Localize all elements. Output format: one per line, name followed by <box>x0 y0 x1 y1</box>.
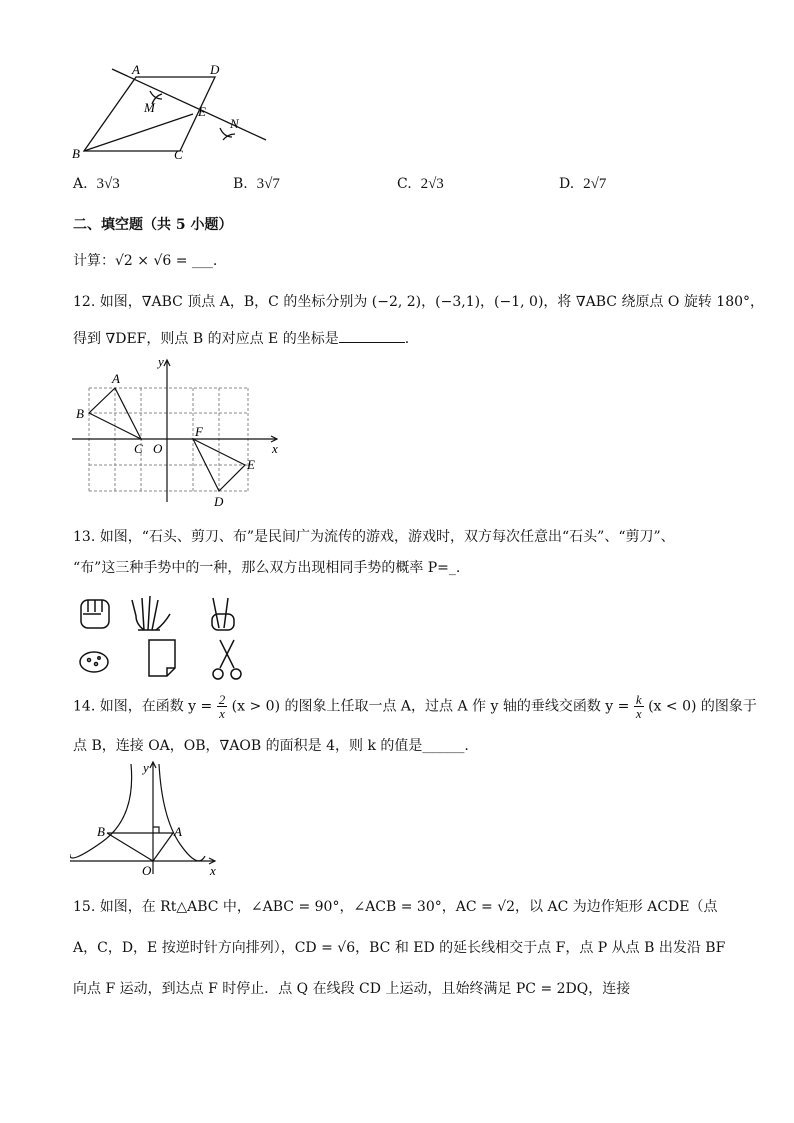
fraction-k-over-x: $\frac{k}{x}$ <box>635 692 642 721</box>
right-angle-mark <box>153 827 159 833</box>
rock-icon <box>80 652 108 672</box>
parallelogram-figure <box>60 58 280 168</box>
label-c: C <box>174 147 183 162</box>
label-n: N <box>230 116 239 131</box>
label-e: E <box>198 104 206 119</box>
point-c-label: C <box>134 441 143 456</box>
line-mn <box>112 69 266 140</box>
fist-icon <box>81 600 109 628</box>
question-13-line2: “布”这三种手势中的一种，那么双方出现相同手势的概率 P=_. <box>73 560 461 576</box>
right-hyperbola-curve <box>159 764 205 861</box>
question-12-line1: 12. 如图，∇ABC 顶点 A，B，C 的坐标分别为 (−2, 2)，(−3,1)，(−1, 0)，将 ∇ABC 绕原点 O 旋转 180°， <box>73 294 765 310</box>
section-heading: 二、填空题（共 5 小题） <box>73 217 233 233</box>
answer-blank[interactable] <box>339 342 405 343</box>
point-a-label: A <box>112 371 120 386</box>
fraction-2-over-x: $\frac{2}{x}$ <box>218 692 226 721</box>
option-c[interactable]: C. 2√3 <box>397 176 444 192</box>
question-14-line2: 点 B，连接 OA，OB，∇AOB 的面积是 4，则 k 的值是______. <box>73 738 469 754</box>
gestures-figure <box>74 590 254 685</box>
origin-label: O <box>142 863 152 878</box>
grid-figure <box>72 352 292 512</box>
axis-label-y: y <box>158 354 164 369</box>
paper-icon <box>149 640 175 676</box>
point-a-label: A <box>174 824 182 839</box>
segment-be <box>84 114 193 151</box>
origin-label: O <box>153 441 163 456</box>
left-hyperbola-curve <box>70 764 132 858</box>
question-11: 计算：√2 × √6 = ___. <box>73 253 218 269</box>
option-b[interactable]: B. 3√7 <box>233 176 280 192</box>
hyperbola-figure <box>70 758 220 878</box>
segment-oa <box>153 833 173 861</box>
question-15-line1: 15. 如图，在 Rt△ABC 中，∠ABC = 90°，∠ACB = 30°，AC = √2，以 AC 为边作矩形 ACDE（点 <box>73 899 718 915</box>
palm-icon <box>132 596 170 630</box>
label-d: D <box>210 62 220 77</box>
point-e-label: E <box>247 457 255 472</box>
point-d-label: D <box>214 494 224 509</box>
question-13-line1: 13. 如图，“石头、剪刀、布”是民间广为流传的游戏，游戏时，双方每次任意出“石头”、“剪刀”、 <box>73 529 675 545</box>
question-12-line2: 得到 ∇DEF，则点 B 的对应点 E 的坐标是 . <box>73 331 410 347</box>
scissors-hand-icon <box>212 598 234 630</box>
label-a: A <box>132 62 140 77</box>
option-a[interactable]: A. 3√3 <box>73 176 120 192</box>
question-15-line3: 向点 F 运动，到达点 F 时停止．点 Q 在线段 CD 上运动，且始终满足 PC = 2DQ，连接 <box>73 981 631 997</box>
scissors-icon <box>213 640 241 679</box>
point-b-label: B <box>76 406 84 421</box>
label-b: B <box>72 146 80 161</box>
axis-label-y: y <box>143 760 149 775</box>
question-14-line1: 14. 如图，在函数 y = $\frac{2}{x}$ (x > 0) 的图象上任取一点 A，过点 A 作 y 轴的垂线交函数 y = $\frac{k}{x}$ (x < 0) 的图象于 <box>73 692 757 721</box>
question-15-line2: A，C，D，E 按逆时针方向排列），CD = √6，BC 和 ED 的延长线相交于点 F，点 P 从点 B 出发沿 BF <box>73 940 726 956</box>
point-b-label: B <box>97 824 105 839</box>
axis-label-x: x <box>272 441 278 456</box>
axis-label-x: x <box>210 863 216 878</box>
point-f-label: F <box>195 424 203 439</box>
option-d[interactable]: D. 2√7 <box>559 176 607 192</box>
label-m: M <box>144 100 155 115</box>
segment-ob <box>107 833 153 861</box>
